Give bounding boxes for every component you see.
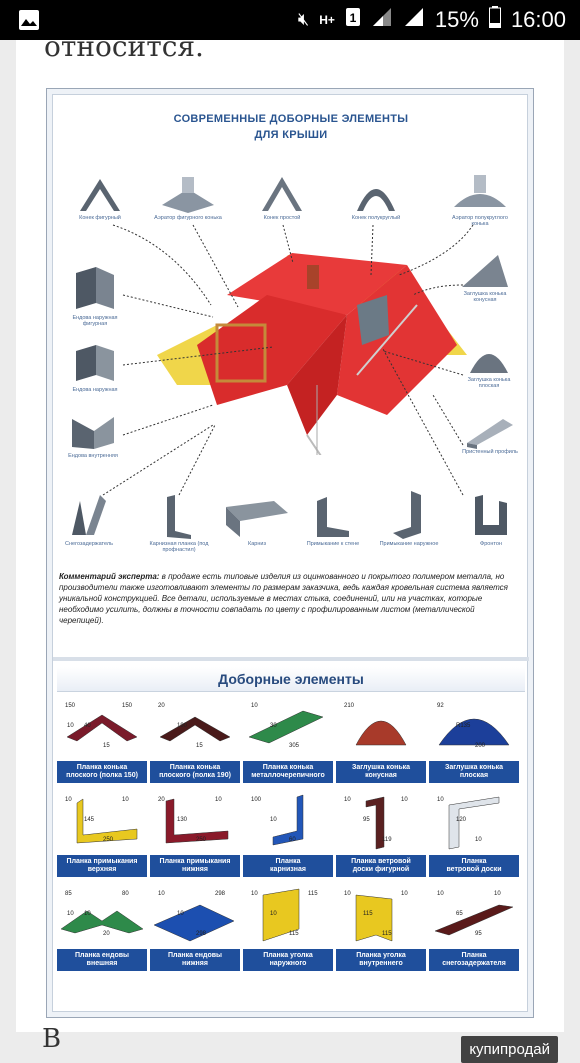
label-line1: Планка ветровой <box>351 858 411 865</box>
dobornye-item-image <box>150 791 240 855</box>
kupiprodai-watermark: купипродай <box>461 1036 558 1063</box>
dobornye-item-image <box>57 791 147 855</box>
dimension-label: 10 <box>401 891 408 897</box>
label-line2: внешняя <box>86 960 118 967</box>
dobornye-item <box>429 791 519 877</box>
dimension-label: 10 <box>494 891 501 897</box>
article-page <box>16 30 564 1058</box>
dimension-label: 10 <box>251 703 258 709</box>
dobornye-item <box>429 885 519 971</box>
label-line1: Планка конька <box>262 764 314 771</box>
expert-comment <box>59 571 521 626</box>
dobornye-item-image <box>243 885 333 949</box>
part-label: Аэратор полукруглого конька <box>452 215 508 227</box>
label-line2: ветровой доски <box>446 866 502 873</box>
part-label: Заглушка конька конусная <box>463 291 507 303</box>
dobornye-item-label <box>336 761 426 783</box>
dobornye-item-image <box>429 697 519 761</box>
dobornye-item <box>243 791 333 877</box>
dimension-label: 95 <box>475 931 482 937</box>
clock: 16:00 <box>510 6 566 32</box>
dimension-label: 15 <box>103 743 110 749</box>
dimension-label: 100 <box>251 797 262 803</box>
dobornye-item-label <box>150 855 240 877</box>
label-line2: плоская <box>459 772 489 779</box>
section-divider <box>53 657 529 661</box>
label-line1: Планка примыкания <box>66 858 138 865</box>
dobornye-item <box>336 697 426 783</box>
dobornye-item-label <box>243 949 333 971</box>
dobornye-item-image <box>150 697 240 761</box>
article-text-cutoff-top: относится. <box>44 30 204 63</box>
dobornye-item <box>150 791 240 877</box>
dimension-label: 65 <box>456 911 463 917</box>
dimension-label: 10 <box>344 891 351 897</box>
dobornye-item-label <box>57 855 147 877</box>
label-line1: Планка ендовы <box>74 952 130 959</box>
part-label: Аэратор фигурного конька <box>154 215 222 221</box>
dimension-label: 10 <box>158 891 165 897</box>
gallery-icon <box>18 9 40 36</box>
label-line1: Планка конька <box>76 764 128 771</box>
label-line1: Планка <box>275 858 301 865</box>
label-line2: металлочерепичного <box>251 772 325 779</box>
dimension-label: 85 <box>65 891 72 897</box>
dobornye-item-label <box>57 761 147 783</box>
dimension-label: 250 <box>103 837 114 843</box>
dobornye-item-label <box>429 949 519 971</box>
dobornye-item <box>243 885 333 971</box>
part-label: Конек фигурный <box>79 215 121 221</box>
dobornye-item-image <box>336 885 426 949</box>
dimension-label: 10 <box>67 723 74 729</box>
dimension-label: 95 <box>363 817 370 823</box>
dimension-label: 15 <box>196 743 203 749</box>
svg-text:1: 1 <box>349 11 357 25</box>
dobornye-item <box>429 697 519 783</box>
dimension-label: 298 <box>196 931 207 937</box>
label-line2: верхняя <box>87 866 117 873</box>
dobornye-item-label <box>150 949 240 971</box>
part-label: Карниз <box>248 541 266 547</box>
part-label: Пристенный профиль <box>462 449 518 455</box>
label-line2: нижняя <box>182 866 208 873</box>
label-line2: наружного <box>269 960 307 967</box>
dobornye-heading: Доборные элементы <box>57 667 525 692</box>
mute-icon: 🔇︎ <box>297 9 310 29</box>
dimension-label: 10 <box>67 911 74 917</box>
part-label: Ендова наружная фигурная <box>72 315 118 327</box>
dimension-label: 200 <box>475 743 486 749</box>
dimension-label: 298 <box>215 891 226 897</box>
battery-percent: 15% <box>434 6 479 32</box>
label-line2: снегозадержателя <box>442 960 506 967</box>
part-label: Конек полукруглый <box>351 215 401 221</box>
dobornye-item-label <box>336 855 426 877</box>
dimension-label: 20 <box>158 797 165 803</box>
label-line1: Планка примыкания <box>159 858 231 865</box>
label-line2: карнизная <box>270 866 306 873</box>
dimension-label: 190 <box>177 723 188 729</box>
dimension-label: 10 <box>401 797 408 803</box>
dobornye-item-label <box>150 761 240 783</box>
dimension-label: 10 <box>437 797 444 803</box>
dimension-label: 10 <box>84 911 91 917</box>
part-label: Конек простой <box>263 215 301 221</box>
dimension-label: 119 <box>382 837 392 843</box>
dobornye-item-image <box>150 885 240 949</box>
label-line1: Планка конька <box>169 764 221 771</box>
part-label: Заглушка конька плоская <box>467 377 511 389</box>
dimension-label: 92 <box>437 703 444 709</box>
label-line2: плоского (полка 150) <box>66 772 138 779</box>
label-line2: нижняя <box>182 960 208 967</box>
dimension-label: 10 <box>344 797 351 803</box>
dobornye-item <box>336 791 426 877</box>
sim1-icon <box>345 7 361 32</box>
article-text-cutoff-bottom: В <box>42 1024 62 1054</box>
label-line1: Планка уголка <box>356 952 406 959</box>
dobornye-item-label <box>57 949 147 971</box>
dobornye-item-image <box>429 885 519 949</box>
network-hplus-icon: H+ <box>319 12 335 27</box>
poster-title-line1: СОВРЕМЕННЫЕ ДОБОРНЫЕ ЭЛЕМЕНТЫ <box>173 113 409 125</box>
dobornye-item-label <box>429 761 519 783</box>
label-line1: Планка ендовы <box>167 952 223 959</box>
dimension-label: 115 <box>363 911 373 917</box>
dobornye-item <box>336 885 426 971</box>
dobornye-item-label <box>243 761 333 783</box>
dimension-label: R135 <box>456 723 471 729</box>
label-line2: доски фигурной <box>352 866 410 873</box>
label-line1: Планка <box>461 858 487 865</box>
label-line1: Заглушка конька <box>444 764 504 771</box>
label-line1: Заглушка конька <box>351 764 411 771</box>
dobornye-item-image <box>336 697 426 761</box>
dimension-label: 10 <box>270 817 277 823</box>
part-label: Снегозадержатель <box>65 541 113 547</box>
dimension-label: 150 <box>122 703 133 709</box>
callout-lines <box>53 95 529 565</box>
dimension-label: 10 <box>177 911 184 917</box>
dobornye-item <box>57 885 147 971</box>
dimension-label: 305 <box>289 743 300 749</box>
part-label: Примыкание наружное <box>379 541 439 547</box>
dobornye-item <box>57 697 147 783</box>
dimension-label: 10 <box>65 797 72 803</box>
part-label: Ендова внутренняя <box>68 453 118 459</box>
dimension-label: 115 <box>289 931 299 937</box>
dimension-label: 115 <box>308 891 318 897</box>
dimension-label: 120 <box>456 817 467 823</box>
dobornye-item <box>57 791 147 877</box>
part-label: Карнизная планка (под профнастил) <box>149 541 209 553</box>
part-label: Ендова наружная <box>72 387 118 393</box>
dobornye-item <box>150 697 240 783</box>
expert-comment-text: в продаже есть типовые изделия из оцинкованного и покрытого полимером металла, но производители также изготовливают элементы по размерам заказчика, ведь каждая кровельная система является уникальной конструкцией. Все детали, используемые в местах стыка, соединений, или на участках, которые необходимо усилить, должны в точности совпадать по цвету с профилированным листом (металлической черепицей). <box>59 572 508 625</box>
dobornye-item <box>150 885 240 971</box>
label-line1: Планка <box>461 952 487 959</box>
signal-icon-2 <box>403 7 425 32</box>
dimension-label: 80 <box>122 891 129 897</box>
dobornye-item-image <box>57 697 147 761</box>
dobornye-item-image <box>243 697 333 761</box>
dimension-label: 10 <box>251 891 258 897</box>
expert-comment-label: Комментарий эксперта: <box>59 572 160 581</box>
dimension-label: 10 <box>122 797 129 803</box>
dobornye-item-label <box>429 855 519 877</box>
dimension-label: 20 <box>103 931 110 937</box>
dobornye-item-image <box>336 791 426 855</box>
dimension-label: 10 <box>270 911 277 917</box>
dobornye-item-label <box>336 949 426 971</box>
dobornye-item-image <box>243 791 333 855</box>
dimension-label: 250 <box>196 837 207 843</box>
dimension-label: 210 <box>344 703 355 709</box>
dimension-label: 10 <box>437 891 444 897</box>
signal-icon-1 <box>371 7 393 32</box>
part-label: Фронтон <box>480 541 502 547</box>
dimension-label: 150 <box>65 703 76 709</box>
dobornye-item-image <box>429 791 519 855</box>
dimension-label: 10 <box>475 837 482 843</box>
label-line2: плоского (полка 190) <box>159 772 231 779</box>
part-label: Примыкание к стене <box>306 541 360 547</box>
dimension-label: 130 <box>177 817 188 823</box>
roof-elements-infographic[interactable] <box>46 88 534 1018</box>
dimension-label: 115 <box>382 931 392 937</box>
dobornye-item <box>243 697 333 783</box>
dimension-label: 10 <box>215 797 222 803</box>
dobornye-item-image <box>57 885 147 949</box>
dimension-label: 20 <box>158 703 165 709</box>
dimension-label: 60 <box>289 837 296 843</box>
battery-icon <box>489 6 501 33</box>
dimension-label: 40 <box>84 723 91 729</box>
dobornye-item-label <box>243 855 333 877</box>
label-line1: Планка уголка <box>263 952 313 959</box>
label-line2: внутреннего <box>359 960 403 967</box>
label-line2: конусная <box>365 772 397 779</box>
poster-title-line2: ДЛЯ КРЫШИ <box>254 129 328 141</box>
dimension-label: 145 <box>84 817 95 823</box>
dimension-label: 30 <box>270 723 277 729</box>
